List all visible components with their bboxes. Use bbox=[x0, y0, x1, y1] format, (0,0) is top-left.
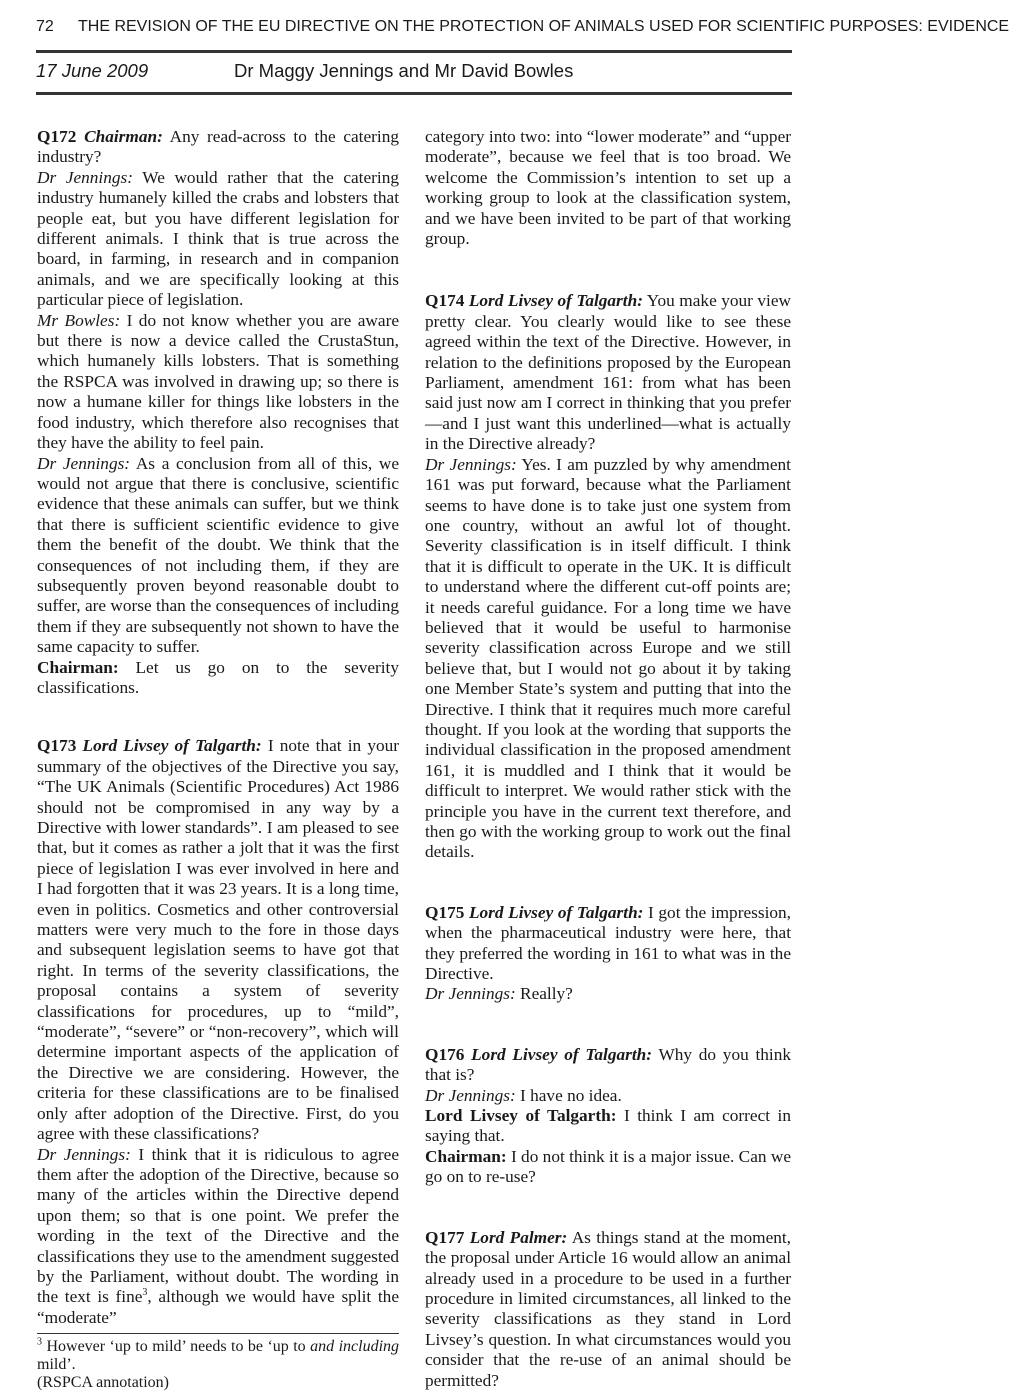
footnote-ref: 3 bbox=[142, 1287, 148, 1299]
speaker: Dr Jennings: bbox=[425, 1085, 516, 1105]
witness-names: Dr Maggy Jennings and Mr David Bowles bbox=[234, 60, 574, 81]
question-number: Q177 bbox=[425, 1227, 465, 1247]
footnote-rule bbox=[37, 1333, 399, 1334]
header-rule-bottom bbox=[36, 92, 792, 95]
footnote-italic: and including bbox=[310, 1338, 400, 1356]
answer-text: I think that it is ridiculous to agree them after the adoption of the Directive, because so many of the articles within the Directive depend upon them; so that is one point. We prefer the wording in the text of the Directive and the classifications they use to the amendment suggested by the Parliament, without doubt. The wording in the text is fine bbox=[37, 1144, 399, 1307]
remark-text: I do not think it is a major issue. Can we go on to re-use? bbox=[425, 1146, 791, 1187]
question-text: Any read-across to the catering industry? bbox=[37, 127, 399, 167]
question-text: As things stand at the moment, the proposal under Article 16 would allow an animal already used in a procedure to be used in a further procedure in limited circumstances, all linked to the severity classifications as they stand in Lord Livsey’s question. In what circumstances would you consider that the re-use of an animal should be permitted? bbox=[425, 1227, 792, 1390]
answer-continuation: category into two: into “lower moderate” and “upper moderate”, because we feel that is too broad. We welcome the Commission’s intention to set up a working group to look at the classification system, and we have been invited to be part of that working group. bbox=[425, 127, 791, 249]
footnote-text: However ‘up to mild’ needs to be ‘up to bbox=[46, 1338, 306, 1356]
document-title: THE REVISION OF THE EU DIRECTIVE ON THE PROTECTION OF ANIMALS USED FOR SCIENTIFIC PURPOSES: EVIDENCE bbox=[78, 18, 1009, 35]
speaker: Mr Bowles: bbox=[37, 310, 121, 330]
answer-text: As a conclusion from all of this, we would not argue that there is conclusive, scientific evidence that these animals can suffer, but we think that there is sufficient scientific evidence to give them the benefit of the doubt. We think that the consequences of not including them, if they are subsequently proven beyond reasonable doubt to suffer, are worse than the consequences of including them if they are subsequently not shown to have the same capacity to suffer. bbox=[37, 453, 399, 657]
question-text: I note that in your summary of the objectives of the Directive you say, “The UK Animals (Scientific Procedures) Act 1986 should not be compromised in any way by a Directive with lower standards”. I am pleased to see that, but it comes as rather a jolt that it was the first piece of legislation I was ever involved in here and I had forgotten that it was 23 years. It is a long time, even in politics. Cosmetics and other controversial matters were very much to the fore in those days and subsequent legislation seems to have got that right. In terms of the severity classifications, the proposal contains a system of severity classifications for procedures, up to “mild”, “moderate”, “severe” or “non-recovery”, which will determine important aspects of the application of the Directive we are considering. However, the criteria for these classifications are to be finalised only after adoption of the Directive. First, do you agree with these classifications? bbox=[37, 736, 399, 1144]
answer-paragraph bbox=[37, 454, 399, 658]
lord-remark bbox=[425, 1106, 791, 1147]
speaker: Lord Livsey of Talgarth: bbox=[468, 291, 643, 311]
remark-text: I think I am correct in saying that. bbox=[425, 1106, 792, 1146]
speaker: Dr Jennings: bbox=[425, 454, 517, 474]
question-number: Q175 bbox=[425, 902, 465, 922]
answer-paragraph bbox=[37, 311, 399, 454]
answer-paragraph bbox=[37, 168, 399, 311]
answer-text: Really? bbox=[520, 984, 573, 1004]
speaker: Chairman: bbox=[425, 1146, 507, 1166]
answer-paragraph bbox=[425, 1086, 791, 1106]
question-q176 bbox=[425, 1045, 791, 1086]
footnote bbox=[37, 1338, 399, 1392]
question-number: Q176 bbox=[425, 1044, 465, 1064]
session-subheader bbox=[36, 60, 792, 88]
answer-text: I do not know whether you are aware but there is now a device called the CrustaStun, which humanely kills lobsters. That is something the RSPCA was involved in drawing up; so there is now a humane killer for things like lobsters in the food industry, which therefore also recognises that they have the ability to feel pain. bbox=[37, 310, 399, 453]
answer-paragraph bbox=[425, 455, 791, 863]
question-number: Q174 bbox=[425, 291, 465, 311]
speaker: Dr Jennings: bbox=[37, 1144, 131, 1164]
left-column bbox=[37, 127, 399, 1392]
question-text: You make your view pretty clear. You clearly would like to see these agreed within the text of the Directive. However, in relation to the definitions proposed by the European Parliament, amendment 161: from what has been said just now am I correct in thinking that you prefer—and I just want this underlined—what is actually in the Directive already? bbox=[425, 291, 791, 454]
answer-paragraph bbox=[37, 1145, 399, 1329]
answer-text: We would rather that the catering industry humanely killed the crabs and lobsters that people eat, but you have different legislation for different animals. I think that is true across the board, in farming, in research and in companion animals, and we are specifically looking at this particular piece of legislation. bbox=[37, 167, 399, 310]
running-header bbox=[36, 18, 1009, 36]
speaker: Lord Livsey of Talgarth: bbox=[425, 1106, 617, 1126]
speaker: Dr Jennings: bbox=[425, 984, 516, 1004]
speaker: Dr Jennings: bbox=[37, 167, 133, 187]
header-rule-top bbox=[36, 50, 792, 53]
question-q175 bbox=[425, 903, 791, 985]
answer-paragraph bbox=[425, 984, 791, 1004]
question-number: Q173 bbox=[37, 736, 77, 756]
speaker: Lord Livsey of Talgarth: bbox=[82, 736, 262, 756]
chairman-remark bbox=[425, 1147, 791, 1188]
session-date: 17 June 2009 bbox=[36, 60, 149, 81]
speaker: Lord Palmer: bbox=[469, 1227, 568, 1247]
right-column bbox=[425, 127, 791, 1391]
speaker: Lord Livsey of Talgarth: bbox=[471, 1044, 652, 1064]
footnote-text: mild’. bbox=[37, 1356, 76, 1374]
question-q174 bbox=[425, 291, 791, 454]
question-q177 bbox=[425, 1228, 791, 1391]
answer-text: Yes. I am puzzled by why amendment 161 was put forward, because what the Parliament seems to have done is to take just one system from one country, without an awful lot of thought. Severity classification is in itself difficult. I think that it is difficult to operate in the UK. It is difficult to understand where the different cut-off points are; it needs careful guidance. For a long time we have believed that it would be useful to harmonise severity classification across Europe and we still believe that, but I would not go about it by taking one Member State’s system and putting that into the Directive. I think that it requires much more careful thought. If you look at the wording that supports the individual classification in the proposed amendment 161, it is muddled and I think that it would be difficult to interpret. We would rather stick with the principle you have in the current text therefore, and then go with the working group to work out the final details. bbox=[425, 454, 791, 862]
answer-text-tail: , although we would have split the “moderate” bbox=[37, 1287, 399, 1327]
speaker: Chairman: bbox=[37, 657, 119, 677]
chairman-remark bbox=[37, 658, 399, 699]
footnote-marker: 3 bbox=[37, 1336, 42, 1348]
speaker: Chairman: bbox=[84, 127, 163, 146]
question-text: I got the impression, when the pharmaceutical industry were here, that they preferred the wording in 161 to what was in the Directive. bbox=[425, 902, 791, 984]
question-q173 bbox=[37, 736, 399, 1144]
question-q172 bbox=[37, 127, 399, 168]
speaker: Dr Jennings: bbox=[37, 453, 131, 473]
remark-text: Let us go on to the severity classifications. bbox=[37, 657, 399, 697]
answer-text: I have no idea. bbox=[520, 1085, 622, 1105]
speaker: Lord Livsey of Talgarth: bbox=[468, 902, 644, 922]
footnote-annotation: (RSPCA annotation) bbox=[37, 1374, 170, 1392]
question-text: Why do you think that is? bbox=[425, 1044, 791, 1085]
question-number: Q172 bbox=[37, 127, 77, 146]
page-number: 72 bbox=[36, 18, 54, 35]
